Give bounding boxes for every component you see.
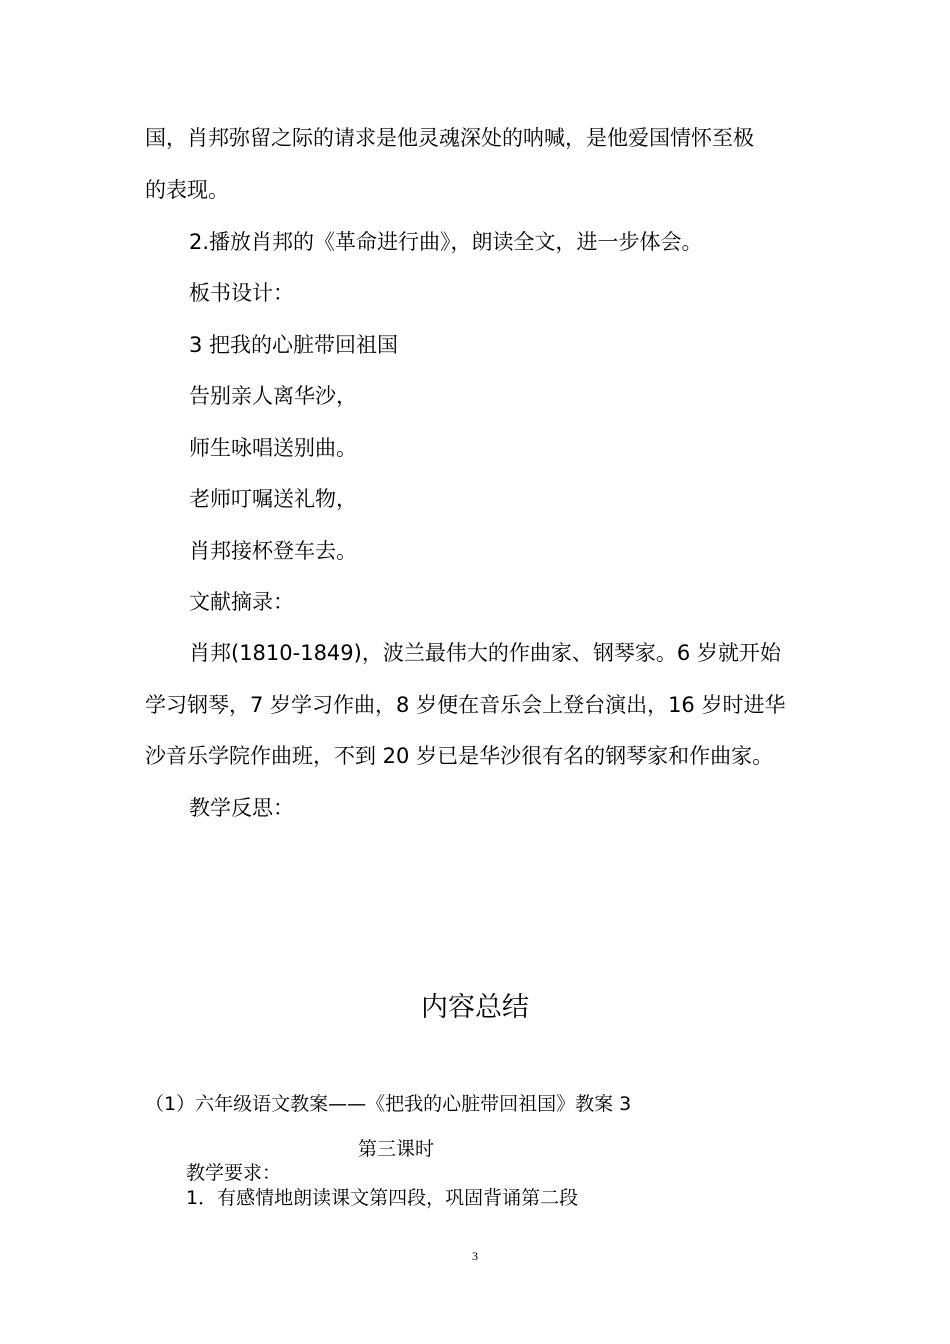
board-line-2: 师生咏唱送别曲。 <box>189 436 357 460</box>
board-design-label: 板书设计： <box>189 281 294 305</box>
literature-label: 文献摘录： <box>189 590 294 614</box>
body-line-1: 国，肖邦弥留之际的请求是他灵魂深处的呐喊，是他爱国情怀至极 <box>145 126 754 150</box>
literature-line-1: 肖邦(1810-1849)，波兰最伟大的作曲家、钢琴家。6 岁就开始 <box>189 641 781 665</box>
summary-heading: 内容总结 <box>421 992 529 1023</box>
board-title: 3 把我的心脏带回祖国 <box>189 333 399 357</box>
summary-requirements-label: 教学要求： <box>186 1162 282 1184</box>
board-line-1: 告别亲人离华沙， <box>189 384 357 408</box>
literature-line-3: 沙音乐学院作曲班，不到 20 岁已是华沙很有名的钢琴家和作曲家。 <box>145 744 774 768</box>
page-number: 3 <box>472 1249 478 1263</box>
body-line-3: 2.播放肖邦的《革命进行曲》，朗读全文，进一步体会。 <box>189 230 703 254</box>
board-line-4: 肖邦接杯登车去。 <box>189 539 357 563</box>
reflection-label: 教学反思： <box>189 796 294 820</box>
summary-lesson-title: 第三课时 <box>358 1138 435 1160</box>
literature-line-2: 学习钢琴，7 岁学习作曲，8 岁便在音乐会上登台演出，16 岁时进华 <box>145 693 786 717</box>
body-line-2: 的表现。 <box>145 178 229 202</box>
board-line-3: 老师叮嘱送礼物， <box>189 487 357 511</box>
summary-requirement-1: 1．有感情地朗读课文第四段，巩固背诵第二段 <box>186 1187 579 1209</box>
summary-source-line: （1）六年级语文教案——《把我的心脏带回祖国》教案 3 <box>145 1093 632 1115</box>
